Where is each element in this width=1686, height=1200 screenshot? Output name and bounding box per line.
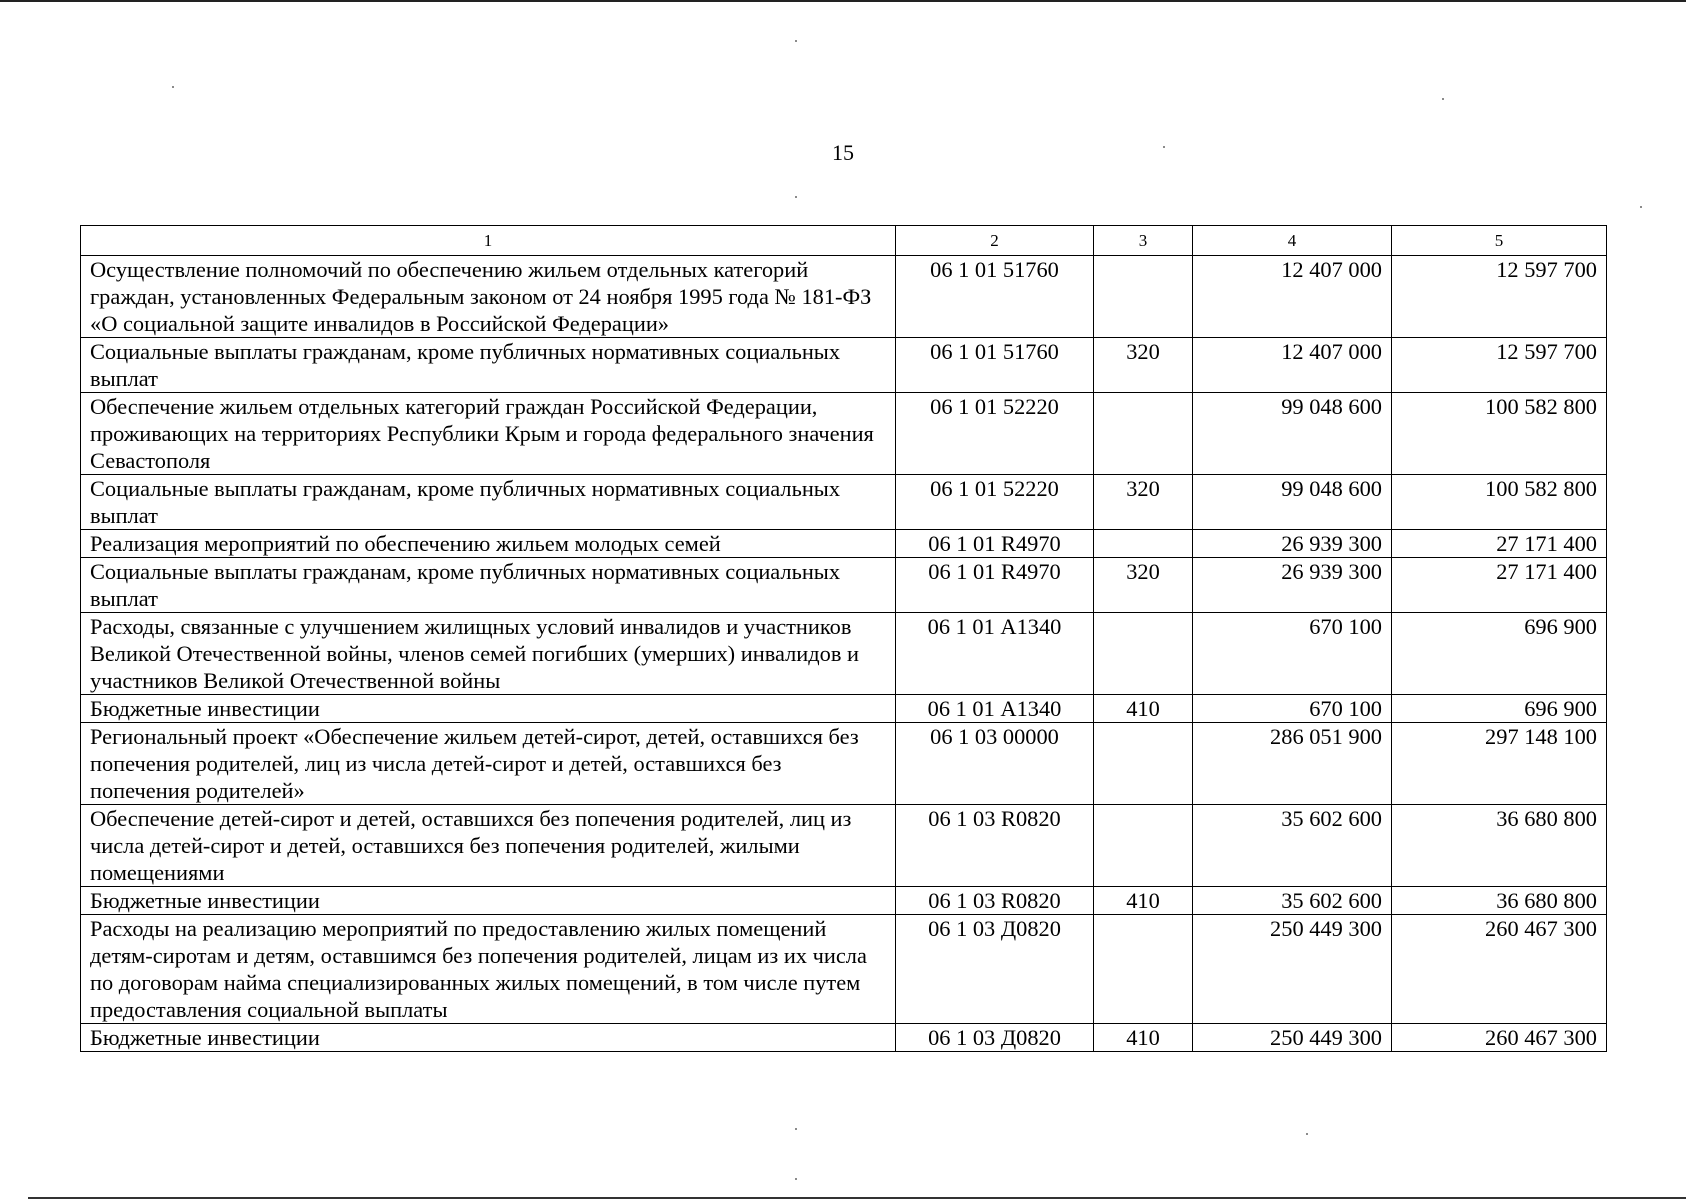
expense-type-cell: [1094, 805, 1193, 887]
amount-col5-cell: 260 467 300: [1392, 1024, 1607, 1052]
amount-col5-cell: 100 582 800: [1392, 393, 1607, 475]
table-row: [81, 338, 1607, 393]
target-code-cell: 06 1 03 R0820: [896, 805, 1094, 887]
scan-top-edge: [0, 0, 1686, 2]
amount-col4-cell: 26 939 300: [1193, 530, 1392, 558]
target-code-cell: 06 1 03 00000: [896, 723, 1094, 805]
amount-col5-cell: 36 680 800: [1392, 805, 1607, 887]
expense-type-cell: [1094, 915, 1193, 1024]
scan-speck: [172, 86, 174, 88]
column-header: 1: [81, 226, 896, 256]
expense-name-cell: Бюджетные инвестиции: [81, 1024, 896, 1052]
expense-name-cell: Региональный проект «Обеспечение жильем детей-сирот, детей, оставшихся без попечения родителей, лиц из числа детей-сирот и детей, оставшихся без попечения родителей»: [81, 723, 896, 805]
amount-col4-cell: 12 407 000: [1193, 338, 1392, 393]
table-row: [81, 915, 1607, 1024]
target-code-cell: 06 1 01 R4970: [896, 558, 1094, 613]
amount-col4-cell: 12 407 000: [1193, 256, 1392, 338]
amount-col4-cell: 670 100: [1193, 613, 1392, 695]
amount-col5-cell: 696 900: [1392, 613, 1607, 695]
target-code-cell: 06 1 01 51760: [896, 256, 1094, 338]
column-header: 5: [1392, 226, 1607, 256]
page-number: 15: [832, 140, 854, 165]
expense-type-cell: 320: [1094, 338, 1193, 393]
expense-name-cell: Расходы, связанные с улучшением жилищных условий инвалидов и участников Великой Отечественной войны, членов семей погибших (умерших) инвалидов и участников Великой Отечественной войны: [81, 613, 896, 695]
table-header-row: [81, 226, 1607, 256]
amount-col4-cell: 250 449 300: [1193, 1024, 1392, 1052]
expense-name-cell: Обеспечение жильем отдельных категорий граждан Российской Федерации, проживающих на территориях Республики Крым и города федерального значения Севастополя: [81, 393, 896, 475]
scan-speck: [795, 1128, 797, 1130]
expense-type-cell: 410: [1094, 695, 1193, 723]
expense-name-cell: Обеспечение детей-сирот и детей, оставшихся без попечения родителей, лиц из числа детей-сирот и детей, оставшихся без попечения родителей, жилыми помещениями: [81, 805, 896, 887]
amount-col5-cell: 12 597 700: [1392, 256, 1607, 338]
table-row: [81, 805, 1607, 887]
amount-col5-cell: 12 597 700: [1392, 338, 1607, 393]
target-code-cell: 06 1 01 А1340: [896, 613, 1094, 695]
amount-col5-cell: 696 900: [1392, 695, 1607, 723]
table-row: [81, 723, 1607, 805]
budget-table: [80, 225, 1607, 1052]
expense-name-cell: Бюджетные инвестиции: [81, 695, 896, 723]
amount-col5-cell: 100 582 800: [1392, 475, 1607, 530]
amount-col5-cell: 297 148 100: [1392, 723, 1607, 805]
target-code-cell: 06 1 03 Д0820: [896, 915, 1094, 1024]
expense-name-cell: Социальные выплаты гражданам, кроме публичных нормативных социальных выплат: [81, 475, 896, 530]
expense-type-cell: 410: [1094, 1024, 1193, 1052]
target-code-cell: 06 1 03 R0820: [896, 887, 1094, 915]
target-code-cell: 06 1 01 А1340: [896, 695, 1094, 723]
amount-col5-cell: 27 171 400: [1392, 558, 1607, 613]
scan-speck: [1640, 206, 1642, 208]
scan-speck: [795, 1178, 797, 1180]
table-row: [81, 256, 1607, 338]
amount-col4-cell: 35 602 600: [1193, 887, 1392, 915]
expense-type-cell: [1094, 393, 1193, 475]
expense-type-cell: [1094, 723, 1193, 805]
expense-name-cell: Расходы на реализацию мероприятий по предоставлению жилых помещений детям-сиротам и детям, оставшимся без попечения родителей, лицам из их числа по договорам найма специализированных жилых помещений, в том числе путем предоставления социальной выплаты: [81, 915, 896, 1024]
table-row: [81, 393, 1607, 475]
column-header: 4: [1193, 226, 1392, 256]
amount-col4-cell: 250 449 300: [1193, 915, 1392, 1024]
scan-bottom-edge: [28, 1197, 1686, 1199]
target-code-cell: 06 1 01 52220: [896, 475, 1094, 530]
table-row: [81, 887, 1607, 915]
table-row: [81, 558, 1607, 613]
target-code-cell: 06 1 03 Д0820: [896, 1024, 1094, 1052]
target-code-cell: 06 1 01 R4970: [896, 530, 1094, 558]
expense-type-cell: 320: [1094, 558, 1193, 613]
amount-col4-cell: 35 602 600: [1193, 805, 1392, 887]
amount-col5-cell: 27 171 400: [1392, 530, 1607, 558]
amount-col4-cell: 670 100: [1193, 695, 1392, 723]
target-code-cell: 06 1 01 51760: [896, 338, 1094, 393]
amount-col5-cell: 260 467 300: [1392, 915, 1607, 1024]
column-header: 3: [1094, 226, 1193, 256]
expense-type-cell: [1094, 613, 1193, 695]
table-row: [81, 613, 1607, 695]
amount-col4-cell: 26 939 300: [1193, 558, 1392, 613]
expense-name-cell: Социальные выплаты гражданам, кроме публичных нормативных социальных выплат: [81, 338, 896, 393]
scan-speck: [795, 196, 797, 198]
table-row: [81, 475, 1607, 530]
table-row: [81, 1024, 1607, 1052]
expense-type-cell: [1094, 530, 1193, 558]
expense-name-cell: Осуществление полномочий по обеспечению жильем отдельных категорий граждан, установленных Федеральным законом от 24 ноября 1995 года № 181-ФЗ «О социальной защите инвалидов в Российской Федерации»: [81, 256, 896, 338]
expense-type-cell: [1094, 256, 1193, 338]
expense-name-cell: Бюджетные инвестиции: [81, 887, 896, 915]
amount-col4-cell: 286 051 900: [1193, 723, 1392, 805]
scan-speck: [795, 40, 797, 42]
column-header: 2: [896, 226, 1094, 256]
table-row: [81, 530, 1607, 558]
scan-speck: [1442, 98, 1444, 100]
amount-col5-cell: 36 680 800: [1392, 887, 1607, 915]
expense-name-cell: Реализация мероприятий по обеспечению жильем молодых семей: [81, 530, 896, 558]
expense-name-cell: Социальные выплаты гражданам, кроме публичных нормативных социальных выплат: [81, 558, 896, 613]
expense-type-cell: 320: [1094, 475, 1193, 530]
scan-speck: [1306, 1133, 1308, 1135]
table-row: [81, 695, 1607, 723]
target-code-cell: 06 1 01 52220: [896, 393, 1094, 475]
amount-col4-cell: 99 048 600: [1193, 393, 1392, 475]
amount-col4-cell: 99 048 600: [1193, 475, 1392, 530]
scan-speck: [1163, 146, 1165, 148]
expense-type-cell: 410: [1094, 887, 1193, 915]
